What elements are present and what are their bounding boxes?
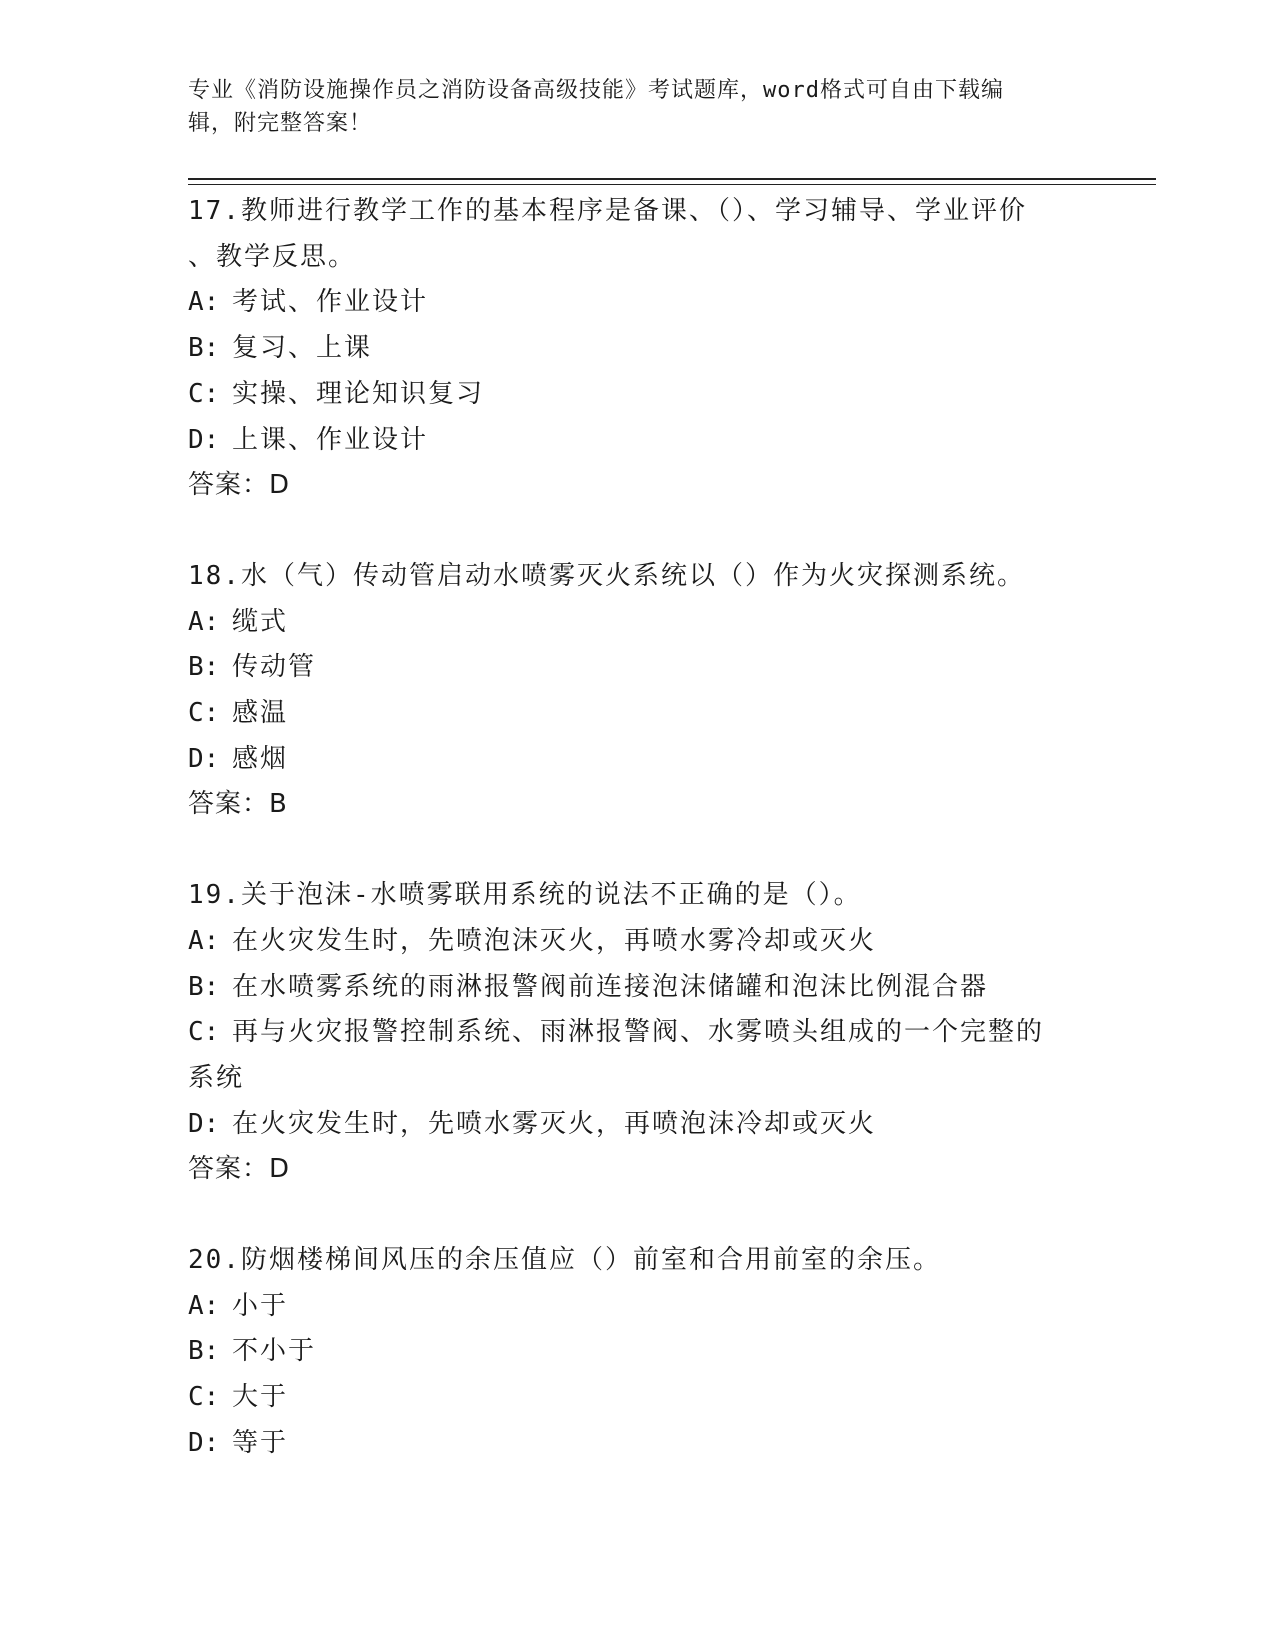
option-text: 感烟 xyxy=(232,743,289,774)
option-text: 传动管 xyxy=(232,652,317,683)
question-list xyxy=(188,189,1088,1512)
option-letter: B: xyxy=(188,1336,220,1367)
option-text: 感温 xyxy=(232,698,289,729)
option-d xyxy=(188,1421,1088,1467)
option-text: 缆式 xyxy=(232,606,289,637)
option-text: 实操、理论知识复习 xyxy=(232,378,485,409)
option-letter: A: xyxy=(188,287,220,318)
option-b xyxy=(188,326,1088,372)
option-text: 在火灾发生时，先喷水雾灭火，再喷泡沫冷却或灭火 xyxy=(232,1108,877,1139)
question-stem: 19.关于泡沫-水喷雾联用系统的说法不正确的是（）。 xyxy=(188,880,862,911)
option-a xyxy=(188,1284,1088,1330)
option-letter: C: xyxy=(188,1382,220,1413)
option-c xyxy=(188,372,1088,418)
option-b xyxy=(188,1329,1088,1375)
question-stem: 20.防烟楼梯间风压的余压值应（）前室和合用前室的余压。 xyxy=(188,1245,941,1276)
option-a xyxy=(188,280,1088,326)
option-c xyxy=(188,1010,1088,1056)
option-letter: A: xyxy=(188,925,220,956)
option-letter: D: xyxy=(188,424,220,455)
option-d xyxy=(188,418,1088,464)
option-letter: B: xyxy=(188,652,220,683)
question-stem: 18.水（气）传动管启动水喷雾灭火系统以（）作为火灾探测系统。 xyxy=(188,560,1025,591)
option-letter: D: xyxy=(188,743,220,774)
header-divider-thin xyxy=(188,184,1156,185)
option-d xyxy=(188,1102,1088,1148)
option-text: 考试、作业设计 xyxy=(232,287,429,318)
question-stem: 17.教师进行教学工作的基本程序是备课、（）、学习辅导、学业评价 xyxy=(188,196,1027,226)
option-text: 再与火灾报警控制系统、雨淋报警阀、水雾喷头组成的一个完整的 xyxy=(232,1017,1045,1048)
option-text: 小于 xyxy=(232,1290,289,1321)
question-stem-continued: 、教学反思。 xyxy=(188,241,357,272)
option-text: 等于 xyxy=(232,1427,289,1458)
option-text: 复习、上课 xyxy=(232,333,373,364)
header-line-1: 专业《消防设施操作员之消防设备高级技能》考试题库，word格式可自由下载编 xyxy=(188,78,1004,103)
option-letter: D: xyxy=(188,1108,220,1139)
option-c-continued: 系统 xyxy=(188,1062,245,1093)
option-d xyxy=(188,737,1088,783)
option-letter: C: xyxy=(188,378,220,409)
option-letter: A: xyxy=(188,1290,220,1321)
option-letter: B: xyxy=(188,971,220,1002)
answer-label: 答案：B xyxy=(188,789,288,820)
option-letter: B: xyxy=(188,333,220,364)
question-18 xyxy=(188,554,1088,828)
option-b xyxy=(188,645,1088,691)
option-text: 在水喷雾系统的雨淋报警阀前连接泡沫储罐和泡沫比例混合器 xyxy=(232,971,989,1002)
option-a xyxy=(188,919,1088,965)
option-b xyxy=(188,965,1088,1011)
option-text: 不小于 xyxy=(232,1336,317,1367)
option-letter: C: xyxy=(188,1017,220,1048)
option-letter: A: xyxy=(188,606,220,637)
question-19 xyxy=(188,873,1088,1193)
document-header xyxy=(188,74,1068,140)
option-text: 上课、作业设计 xyxy=(232,424,429,455)
header-line-2: 辑，附完整答案！ xyxy=(188,111,373,136)
option-letter: C: xyxy=(188,698,220,729)
header-divider-thick xyxy=(188,178,1156,180)
option-letter: D: xyxy=(188,1427,220,1458)
option-c xyxy=(188,1375,1088,1421)
option-text: 大于 xyxy=(232,1382,289,1413)
question-20 xyxy=(188,1238,1088,1467)
option-a xyxy=(188,600,1088,646)
question-17 xyxy=(188,189,1088,509)
answer-label: 答案：D xyxy=(188,470,291,501)
answer-label: 答案：D xyxy=(188,1154,291,1185)
option-text: 在火灾发生时，先喷泡沫灭火，再喷水雾冷却或灭火 xyxy=(232,925,877,956)
option-c xyxy=(188,691,1088,737)
